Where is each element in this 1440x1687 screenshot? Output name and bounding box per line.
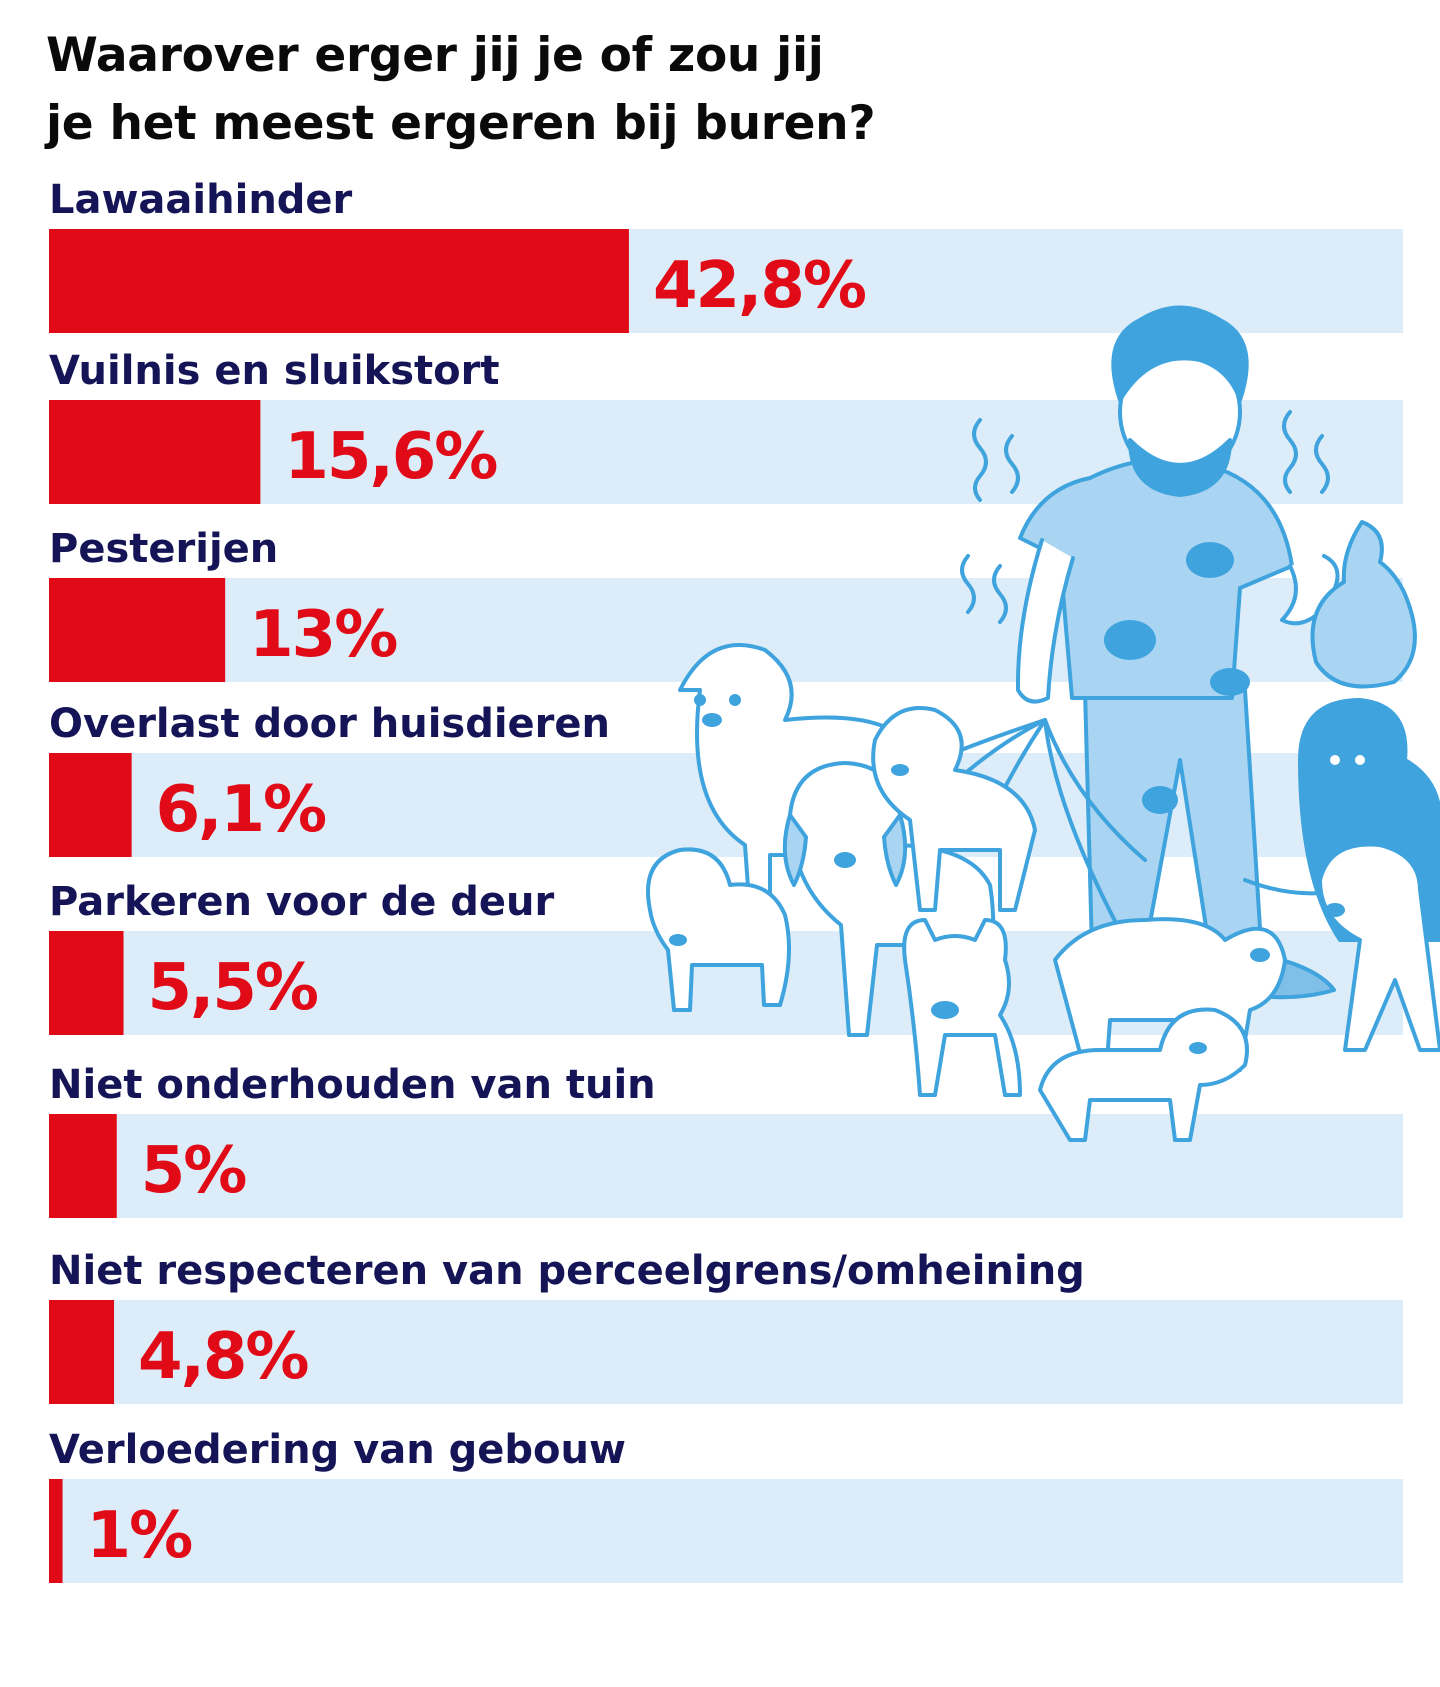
bar — [49, 1300, 114, 1404]
bar-track — [49, 1114, 1403, 1218]
value-label: 15,6% — [284, 420, 497, 494]
category-label: Niet onderhouden van tuin — [49, 1062, 656, 1108]
bar — [49, 1114, 117, 1218]
category-label: Parkeren voor de deur — [49, 879, 555, 925]
bar — [49, 578, 225, 682]
value-label: 5% — [140, 1134, 246, 1208]
bar — [49, 753, 132, 857]
value-label: 4,8% — [138, 1320, 308, 1394]
category-label: Niet respecteren van perceelgrens/omheining — [49, 1248, 1085, 1294]
value-label: 42,8% — [652, 249, 865, 323]
bar-track — [49, 1479, 1403, 1583]
chart-title-line-2: je het meest ergeren bij buren? — [46, 96, 876, 151]
category-label: Lawaaihinder — [49, 177, 353, 223]
bar — [49, 931, 124, 1035]
value-label: 1% — [86, 1499, 192, 1573]
bar — [49, 1479, 63, 1583]
category-label: Overlast door huisdieren — [49, 701, 611, 747]
category-label: Pesterijen — [49, 526, 279, 572]
bar — [49, 400, 260, 504]
category-label: Vuilnis en sluikstort — [49, 348, 500, 394]
value-label: 13% — [249, 598, 397, 672]
value-label: 6,1% — [155, 773, 326, 847]
category-label: Verloedering van gebouw — [49, 1427, 626, 1473]
value-label: 5,5% — [147, 951, 318, 1025]
chart-title-line-1: Waarover erger jij je of zou jij — [46, 28, 824, 83]
bar — [49, 229, 629, 333]
